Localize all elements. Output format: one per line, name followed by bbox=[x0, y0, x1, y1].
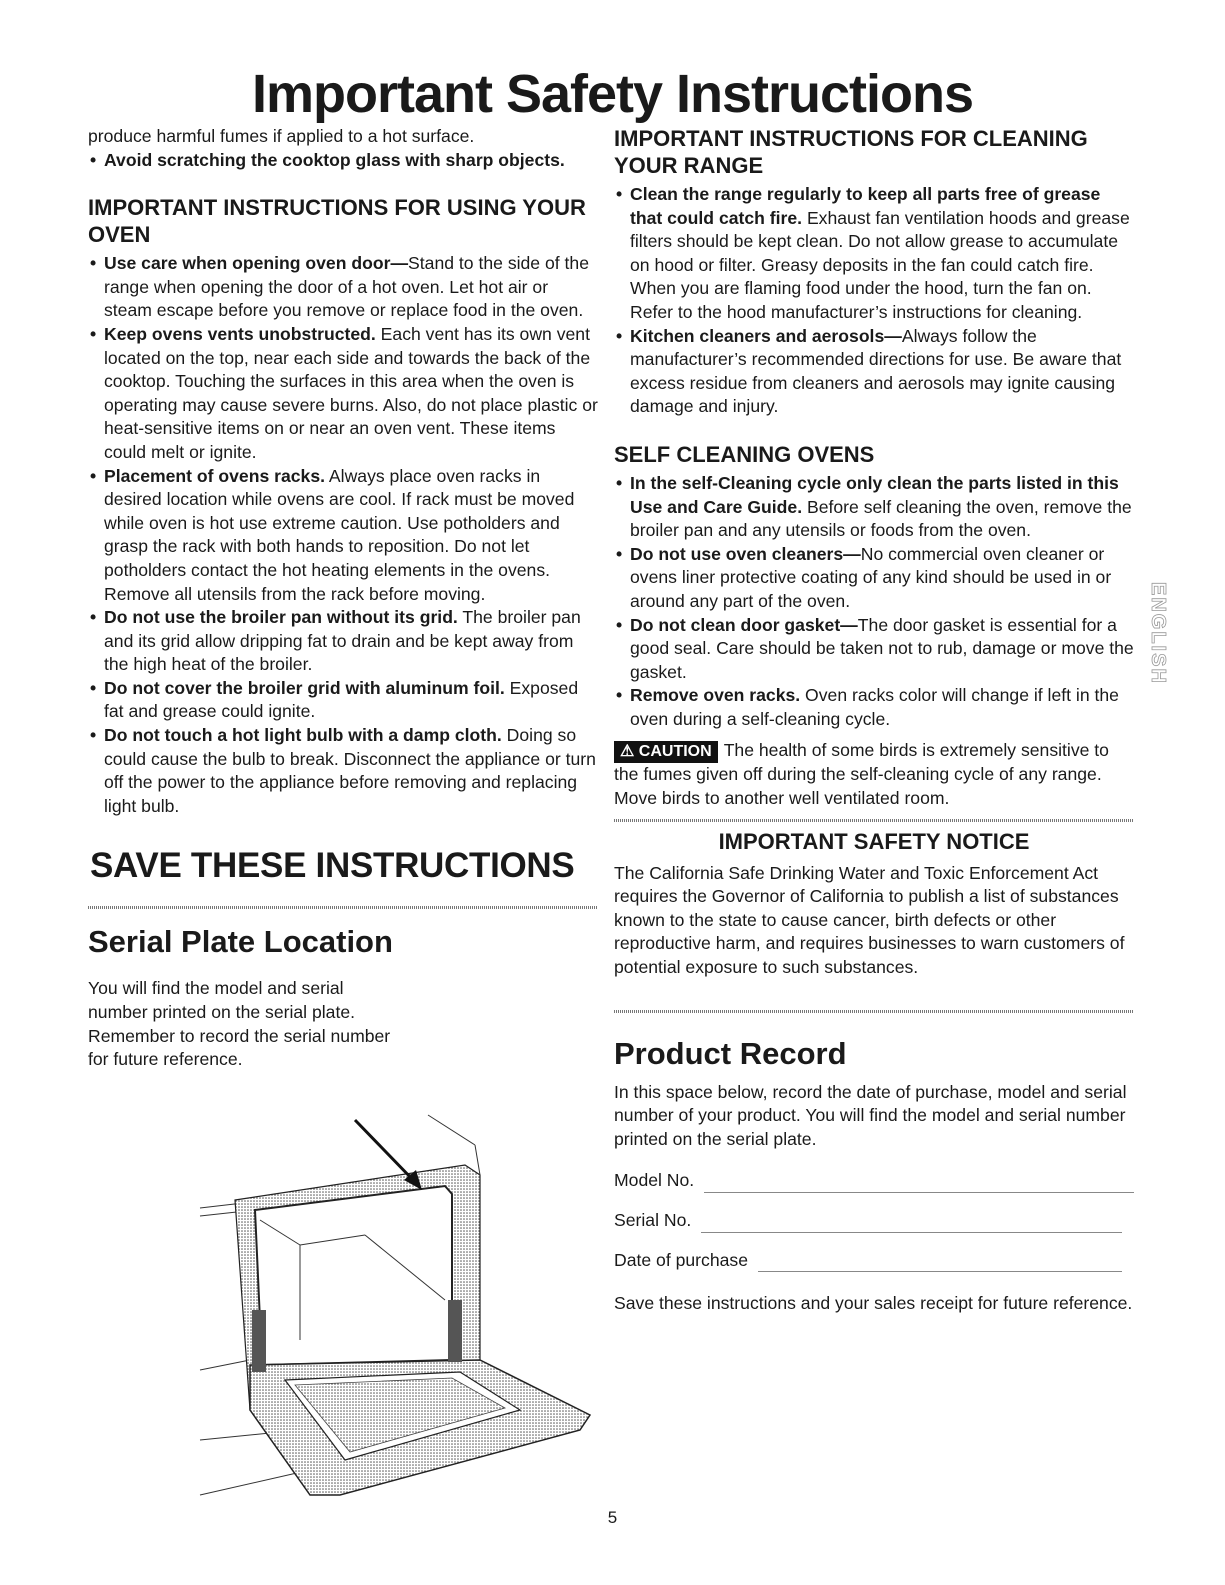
cleaning-section-heading: IMPORTANT INSTRUCTIONS FOR CLEANING YOUR RANGE bbox=[614, 126, 1088, 178]
product-record-heading: Product Record bbox=[614, 1035, 847, 1071]
list-item bbox=[88, 465, 598, 607]
list-item bbox=[88, 323, 598, 465]
intro-text: produce harmful fumes if applied to a hot surface. bbox=[88, 126, 475, 146]
item-bold: Do not cover the broiler grid with aluminum foil. bbox=[104, 677, 505, 698]
oven-door-illustration bbox=[190, 1110, 600, 1510]
right-column bbox=[614, 125, 1134, 1316]
serial-number-field[interactable] bbox=[614, 1209, 1134, 1233]
item-text: Oven racks color will change if left in the oven during a self-cleaning cycle. bbox=[630, 685, 1119, 729]
item-text: No commercial oven cleaner or ovens liner protective coating of any kind should be used in or around any part of the oven. bbox=[630, 543, 1112, 611]
item-text: Before self cleaning the oven, remove the broiler pan and any utensils or foods from the oven. bbox=[630, 496, 1132, 541]
item-bold: Remove oven racks. bbox=[630, 685, 801, 706]
list-item bbox=[614, 472, 1134, 543]
divider bbox=[614, 1010, 1134, 1013]
item-text: Doing so could cause the bulb to break. Disconnect the appliance or turn off the power to the appliance before removing and replacing light bulb. bbox=[104, 725, 596, 816]
item-bold: Placement of ovens racks. bbox=[104, 465, 326, 486]
list-item bbox=[88, 724, 598, 818]
item-text: The door gasket is essential for a good seal. Care should be taken not to rub, damage or move the gasket. bbox=[630, 614, 1134, 682]
divider bbox=[88, 906, 598, 909]
purchase-date-field[interactable] bbox=[614, 1249, 1134, 1273]
model-number-line[interactable] bbox=[704, 1174, 1134, 1193]
divider bbox=[614, 819, 1134, 822]
warning-icon: ⚠ bbox=[620, 743, 635, 761]
safety-notice-text: The California Safe Drinking Water and Toxic Enforcement Act requires the Governor of California to publish a list of substances known to the state to cause cancer, birth defects or other reproductive harm, and requires businesses to warn customers of potential exposure to such substances. bbox=[614, 862, 1125, 978]
list-item bbox=[88, 606, 598, 677]
page-title: Important Safety Instructions bbox=[251, 64, 974, 124]
product-record-text: In this space below, record the date of purchase, model and serial number of your product. You will find the model and serial number printed on the serial plate. bbox=[614, 1081, 1127, 1149]
side-language-text: ENGLISH bbox=[1147, 582, 1169, 685]
item-bold: Do not use oven cleaners— bbox=[630, 543, 861, 564]
list-item bbox=[88, 252, 598, 323]
list-item bbox=[614, 614, 1134, 685]
list-item bbox=[614, 543, 1134, 614]
intro-list bbox=[88, 149, 598, 173]
list-item bbox=[614, 183, 1134, 325]
item-text: Exposed fat and grease could ignite. bbox=[104, 677, 579, 722]
item-text: Always follow the manufacturer’s recommended directions for use. Be aware that excess residue from cleaners and aerosols may ignite causing damage and injury. bbox=[630, 325, 1122, 417]
item-bold: Use care when opening oven door— bbox=[104, 253, 409, 274]
model-number-label: Model No. bbox=[614, 1170, 695, 1191]
cleaning-list bbox=[614, 183, 1134, 419]
oven-list bbox=[88, 252, 598, 818]
caution-text: The health of some birds is extremely sensitive to the fumes given off during the self-cleaning cycle of any range. Move birds to another well ventilated room. bbox=[614, 740, 1109, 809]
model-number-field[interactable] bbox=[614, 1169, 1134, 1193]
item-text: Stand to the side of the range when opening the door of a hot oven. Let hot air or steam escape before you remove or replace food in the oven. bbox=[104, 253, 590, 321]
list-item bbox=[614, 684, 1134, 731]
purchase-date-line[interactable] bbox=[758, 1253, 1122, 1272]
item-text: Always place oven racks in desired location while ovens are cool. If rack must be moved while oven is hot use extreme caution. Use potholders and grasp the rack with both hands to reposition. Do not let potholders contact the hot heating elements in the ovens. Remove all utensils from the rack before moving. bbox=[104, 465, 575, 604]
item-bold: Do not touch a hot light bulb with a damp cloth. bbox=[104, 725, 502, 746]
item-bold: Kitchen cleaners and aerosols— bbox=[630, 325, 902, 346]
save-instructions-heading: SAVE THESE INSTRUCTIONS bbox=[90, 846, 575, 886]
item-text: The broiler pan and its grid allow dripping fat to drain and be kept away from the high heat of the broiler. bbox=[104, 607, 581, 675]
item-text: Exhaust fan ventilation hoods and grease filters should be kept clean. Do not allow grease to accumulate on hood or filter. Greasy deposits in the fan could catch fire. When you are flaming food under the hood, turn the fan on. Refer to the hood manufacturer’s instructions for cleaning. bbox=[630, 207, 1130, 322]
serial-plate-text: You will find the model and serial number printed on the serial plate. Remember to record the serial number for future reference. bbox=[88, 978, 391, 1070]
item-text: Each vent has its own vent located on the top, near each side and towards the back of the cooktop. Touching the surfaces in this area when the oven is operating may cause severe burns. Also, do not place plastic or heat-sensitive items on or near an oven vent. These items could melt or ignite. bbox=[104, 323, 598, 462]
item-bold: Clean the range regularly to keep all parts free of grease that could catch fire. bbox=[630, 184, 1101, 228]
page-number: 5 bbox=[607, 1508, 618, 1527]
self-cleaning-list bbox=[614, 472, 1134, 732]
footer-text: Save these instructions and your sales receipt for future reference. bbox=[614, 1293, 1133, 1314]
purchase-date-label: Date of purchase bbox=[614, 1249, 748, 1270]
caution-label: CAUTION bbox=[638, 743, 712, 761]
list-item bbox=[88, 149, 598, 173]
item-bold: Do not use the broiler pan without its grid. bbox=[104, 607, 458, 628]
serial-plate-heading: Serial Plate Location bbox=[88, 924, 393, 960]
safety-notice-heading: IMPORTANT SAFETY NOTICE bbox=[718, 828, 1030, 854]
item-bold: In the self-Cleaning cycle only clean the parts listed in this Use and Care Guide. bbox=[630, 472, 1119, 517]
item-bold: Keep ovens vents unobstructed. bbox=[104, 323, 376, 344]
serial-number-label: Serial No. bbox=[614, 1210, 692, 1230]
self-cleaning-heading: SELF CLEANING OVENS bbox=[614, 441, 875, 467]
item-bold: Do not clean door gasket— bbox=[630, 614, 858, 635]
left-column bbox=[88, 125, 598, 1072]
oven-section-heading: IMPORTANT INSTRUCTIONS FOR USING YOUR OVEN bbox=[88, 195, 586, 248]
serial-number-line[interactable] bbox=[701, 1214, 1122, 1233]
caution-paragraph bbox=[614, 739, 1134, 810]
list-item bbox=[88, 677, 598, 724]
side-language-label bbox=[1133, 578, 1169, 718]
caution-badge bbox=[614, 741, 718, 763]
list-item bbox=[614, 325, 1134, 419]
item-bold: Avoid scratching the cooktop glass with sharp objects. bbox=[104, 149, 565, 170]
